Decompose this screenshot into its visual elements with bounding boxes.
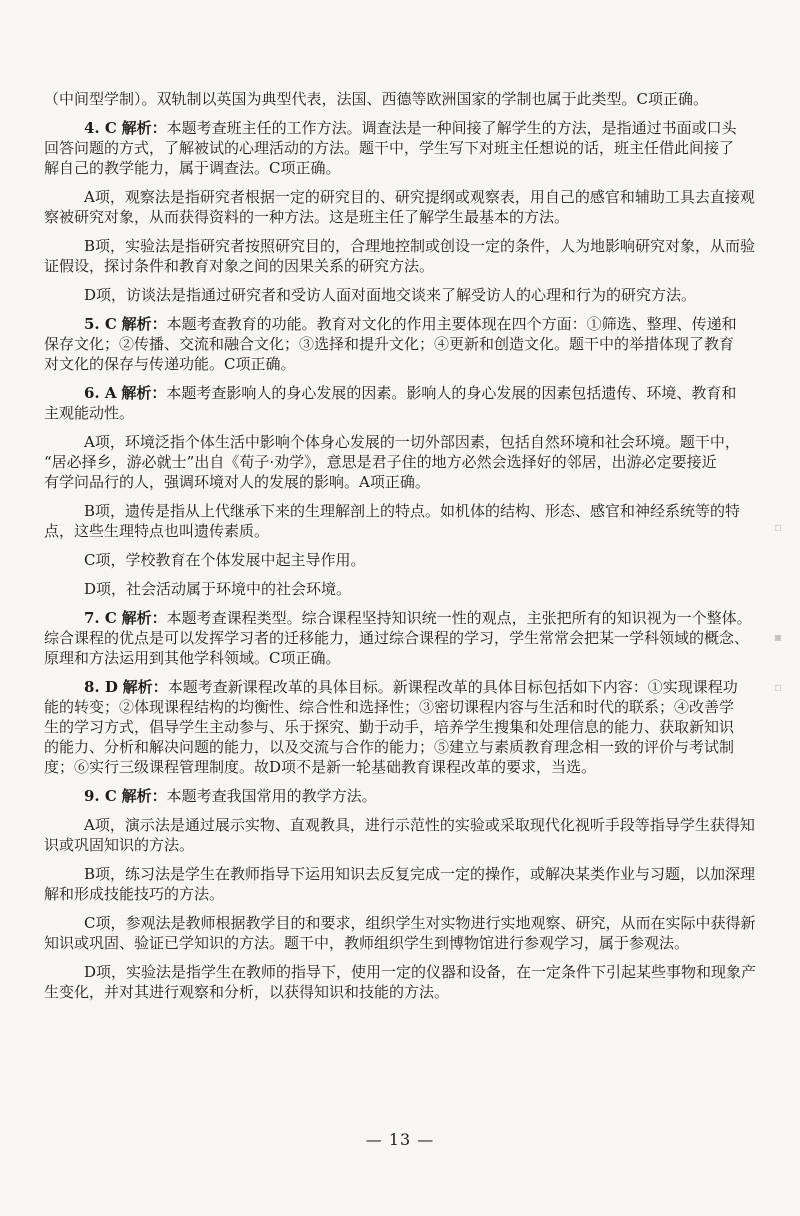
paragraph — [44, 913, 756, 953]
paragraph — [44, 432, 740, 492]
paragraph — [44, 579, 734, 599]
text-line: 知识或巩固、验证已学知识的方法。题干中，教师组织学生到博物馆进行参观学习，属于参观法。 — [44, 934, 690, 952]
text-line: 的能力、分析和解决问题的能力，以及交流与合作的能力；⑤建立与素质教育理念相一致的评价与考试制 — [44, 738, 735, 756]
paragraph — [44, 314, 737, 374]
text-line: 解和形成技能技巧的方法。 — [44, 885, 225, 903]
paragraph — [44, 383, 737, 423]
text-line: 证假设，探讨条件和教育对象之间的因果关系的研究方法。 — [44, 257, 435, 275]
text-line — [44, 314, 737, 334]
paragraph — [44, 608, 752, 668]
margin-mark: ▫ — [773, 680, 783, 694]
paragraph — [44, 550, 734, 570]
answer-number: 8. D — [84, 678, 118, 696]
text-line: B项，练习法是学生在教师指导下运用知识去反复完成一定的操作，或解决某类作业与习题，以加深理 — [84, 865, 756, 883]
text-line: 主观能动性。 — [44, 404, 135, 422]
text-line — [44, 383, 737, 403]
paragraph — [44, 786, 734, 806]
text-line: 对文化的保存与传递功能。C项正确。 — [44, 355, 296, 373]
text-line: 解自己的教学能力，属于调查法。C项正确。 — [44, 159, 341, 177]
answer-number: 6. A — [84, 384, 117, 402]
text-line: C项，学校教育在个体发展中起主导作用。 — [84, 551, 366, 569]
margin-mark: ▪ — [773, 630, 783, 644]
text-line: 有学问品行的人，强调环境对人的发展的影响。A项正确。 — [44, 473, 430, 491]
paragraph — [44, 677, 738, 777]
analysis-text: 本题考查班主任的工作方法。调查法是一种间接了解学生的方法，是指通过书面或口头 — [166, 119, 737, 137]
analysis-text: 本题考查教育的功能。教育对文化的作用主要体现在四个方面：①筛选、整理、传递和 — [166, 315, 737, 333]
analysis-label: 解析： — [121, 787, 167, 805]
page-number: — 13 — — [365, 1130, 435, 1149]
paragraph — [44, 501, 741, 541]
text-line: 生的学习方式，倡导学生主动参与、乐于探究、勤于动手，培养学生搜集和处理信息的能力、获取新知识 — [44, 718, 735, 736]
text-line: D项，社会活动属于环境中的社会环境。 — [84, 580, 352, 598]
answer-number: 4. C — [84, 119, 117, 137]
text-line: D项，实验法是指学生在教师的指导下，使用一定的仪器和设备，在一定条件下引起某些事物和现象产 — [84, 963, 757, 981]
text-line — [44, 786, 734, 806]
analysis-label: 解析： — [121, 609, 167, 627]
text-line: 回答问题的方式，了解被试的心理活动的方法。题干中，学生写下对班主任想说的话，班主任借此间接了 — [44, 139, 735, 157]
text-line: 度；⑥实行三级课程管理制度。故D项不是新一轮基础教育课程改革的要求，当选。 — [44, 758, 597, 776]
answer-number: 5. C — [84, 315, 117, 333]
analysis-text: 本题考查课程类型。综合课程坚持知识统一性的观点，主张把所有的知识视为一个整体。 — [166, 609, 752, 627]
answer-number: 7. C — [84, 609, 117, 627]
text-line: （中间型学制）。双轨制以英国为典型代表，法国、西德等欧洲国家的学制也属于此类型。C项正确。 — [44, 90, 708, 108]
analysis-label: 解析： — [121, 119, 167, 137]
text-line — [44, 677, 738, 697]
text-line: 能的转变；②体现课程结构的均衡性、综合性和选择性；③密切课程内容与生活和时代的联系；④改善学 — [44, 698, 735, 716]
paragraph — [44, 187, 755, 227]
document-body — [44, 89, 757, 1002]
paragraph — [44, 285, 734, 305]
text-line: A项，观察法是指研究者根据一定的研究目的、研究提纲或观察表，用自己的感官和辅助工具去直接观 — [84, 188, 755, 206]
paragraph — [44, 236, 756, 276]
paragraph — [44, 89, 734, 109]
paragraph — [44, 962, 757, 1002]
analysis-label: 解析： — [121, 315, 167, 333]
text-line: 原理和方法运用到其他学科领域。C项正确。 — [44, 649, 341, 667]
analysis-label: 解析： — [121, 384, 167, 402]
text-line: 察被研究对象，从而获得资料的一种方法。这是班主任了解学生最基本的方法。 — [44, 208, 570, 226]
text-line: A项，环境泛指个体生活中影响个体身心发展的一切外部因素，包括自然环境和社会环境。题干中， — [84, 433, 740, 451]
text-line: C项，参观法是教师根据教学目的和要求，组织学生对实物进行实地观察、研究，从而在实际中获得新 — [84, 914, 756, 932]
answer-number: 9. C — [84, 787, 117, 805]
text-line — [44, 608, 752, 628]
text-line: B项，实验法是指研究者按照研究目的，合理地控制或创设一定的条件，人为地影响研究对象，从而验 — [84, 237, 756, 255]
text-line: 保存文化；②传播、交流和融合文化；③选择和提升文化；④更新和创造文化。题干中的举措体现了教育 — [44, 335, 735, 353]
text-line — [44, 118, 737, 138]
analysis-text: 本题考查新课程改革的具体目标。新课程改革的具体目标包括如下内容：①实现课程功 — [167, 678, 738, 696]
paragraph — [44, 864, 756, 904]
text-line: 识或巩固知识的方法。 — [44, 836, 195, 854]
text-line: “居必择乡，游必就士”出自《荀子·劝学》，意思是君子住的地方必然会选择好的邻居，出游必定要接近 — [44, 453, 717, 471]
text-line: D项，访谈法是指通过研究者和受访人面对面地交谈来了解受访人的心理和行为的研究方法。 — [84, 286, 697, 304]
text-line: A项，演示法是通过展示实物、直观教具，进行示范性的实验或采取现代化视听手段等指导学生获得知 — [84, 816, 755, 834]
text-line: 点，这些生理特点也叫遗传素质。 — [44, 522, 270, 540]
analysis-label: 解析： — [122, 678, 168, 696]
text-line: 综合课程的优点是可以发挥学习者的迁移能力，通过综合课程的学习，学生常常会把某一学科领域的概念、 — [44, 629, 750, 647]
analysis-text: 本题考查我国常用的教学方法。 — [166, 787, 377, 805]
analysis-text: 本题考查影响人的身心发展的因素。影响人的身心发展的因素包括遗传、环境、教育和 — [166, 384, 737, 402]
paragraph — [44, 118, 737, 178]
paragraph — [44, 815, 755, 855]
text-line: 生变化，并对其进行观察和分析，以获得知识和技能的方法。 — [44, 983, 450, 1001]
margin-mark: ▫ — [773, 520, 783, 534]
text-line: B项，遗传是指从上代继承下来的生理解剖上的特点。如机体的结构、形态、感官和神经系统等的特 — [84, 502, 741, 520]
